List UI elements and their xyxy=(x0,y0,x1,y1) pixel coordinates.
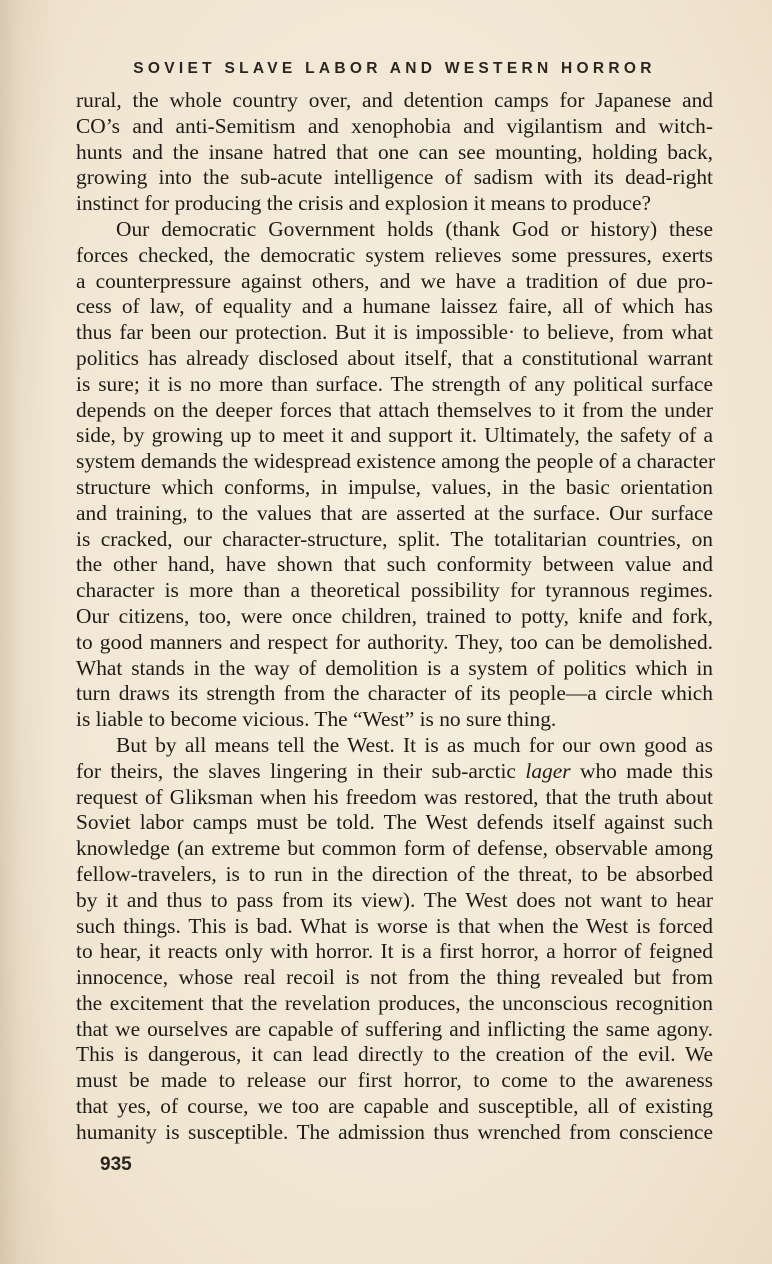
text-line: system demands the widespread existence among the people of a character xyxy=(76,449,716,474)
text-line: to hear, it reacts only with horror. It is a first horror, a horror of feigned xyxy=(76,939,713,964)
book-page xyxy=(76,60,716,1146)
text-line: hunts and the insane hatred that one can see mounting, holding back, xyxy=(76,139,713,164)
text-line: Soviet labor camps must be told. The West defends itself against such xyxy=(76,810,713,835)
text-line: innocence, whose real recoil is not from the thing revealed but from xyxy=(76,965,713,990)
text-segment: who made this xyxy=(570,758,714,783)
paragraph-1 xyxy=(76,88,713,217)
text-line: is sure; it is no more than surface. The strength of any political surface xyxy=(76,371,713,396)
text-line: turn draws its strength from the character of its people—a circle which xyxy=(76,681,713,706)
paragraph-2 xyxy=(76,216,716,733)
text-line: is cracked, our character-structure, split. The totalitarian countries, on xyxy=(76,526,713,551)
page-number: 935 xyxy=(100,1154,132,1175)
text-line: that we ourselves are capable of suffering and inflicting the same agony. xyxy=(76,1016,713,1041)
text-line: is liable to become vicious. The “West” is no sure thing. xyxy=(76,707,557,732)
text-line: and training, to the values that are asserted at the surface. Our surface xyxy=(76,500,713,525)
text-segment: for theirs, the slaves lingering in their sub-arctic xyxy=(76,758,526,783)
text-line: growing into the sub-acute intelligence of sadism with its dead-right xyxy=(76,165,713,190)
text-line: Our democratic Government holds (thank God or history) these xyxy=(116,216,713,241)
text-line: rural, the whole country over, and detention camps for Japanese and xyxy=(76,88,713,112)
text-line: cess of law, of equality and a humane laissez faire, all of which has xyxy=(76,294,713,319)
text-line: a counterpressure against others, and we have a tradition of due pro- xyxy=(76,268,713,293)
text-line: humanity is susceptible. The admission thus wrenched from conscience xyxy=(76,1119,713,1144)
text-line: must be made to release our first horror, to come to the awareness xyxy=(76,1068,713,1093)
text-line: Our citizens, too, were once children, trained to potty, knife and fork, xyxy=(76,603,713,628)
text-line: forces checked, the democratic system relieves some pressures, exerts xyxy=(76,242,713,267)
text-line: thus far been our protection. But it is impossible· to believe, from what xyxy=(76,320,713,345)
italic-word: lager xyxy=(525,758,571,783)
running-head: SOVIET SLAVE LABOR AND WESTERN HORROR xyxy=(133,60,656,77)
paragraph-3 xyxy=(76,733,713,1146)
text-line: This is dangerous, it can lead directly to the creation of the evil. We xyxy=(76,1042,713,1067)
body-text xyxy=(76,88,716,1146)
text-line: knowledge (an extreme but common form of defense, observable among xyxy=(76,836,713,861)
text-line: depends on the deeper forces that attach themselves to it from the under xyxy=(76,397,713,422)
text-line: CO’s and anti-Semitism and xenophobia and vigilantism and witch- xyxy=(76,113,713,138)
text-line: the other hand, have shown that such conformity between value and xyxy=(76,552,713,577)
text-line: by it and thus to pass from its view). The West does not want to hear xyxy=(76,887,713,912)
text-line: fellow-travelers, is to run in the direction of the threat, to be absorbed xyxy=(76,861,713,886)
text-line: such things. This is bad. What is worse is that when the West is forced xyxy=(76,913,713,938)
text-line: character is more than a theoretical possibility for tyrannous regimes. xyxy=(76,578,713,603)
text-line: the excitement that the revelation produces, the unconscious recognition xyxy=(76,990,713,1015)
text-line: What stands in the way of demolition is a system of politics which in xyxy=(76,655,713,680)
text-line-with-italic xyxy=(76,759,713,785)
text-line: structure which conforms, in impulse, values, in the basic orientation xyxy=(76,474,713,499)
text-line: that yes, of course, we too are capable and susceptible, all of existing xyxy=(76,1094,713,1119)
text-line: side, by growing up to meet it and support it. Ultimately, the safety of a xyxy=(76,423,713,448)
text-line: request of Gliksman when his freedom was restored, that the truth about xyxy=(76,784,713,809)
text-line: instinct for producing the crisis and explosion it means to produce? xyxy=(76,191,652,216)
text-line: to good manners and respect for authority. They, too can be demolished. xyxy=(76,629,713,654)
text-line: But by all means tell the West. It is as much for our own good as xyxy=(116,732,713,757)
text-line: politics has already disclosed about itself, that a constitutional warrant xyxy=(76,345,713,370)
